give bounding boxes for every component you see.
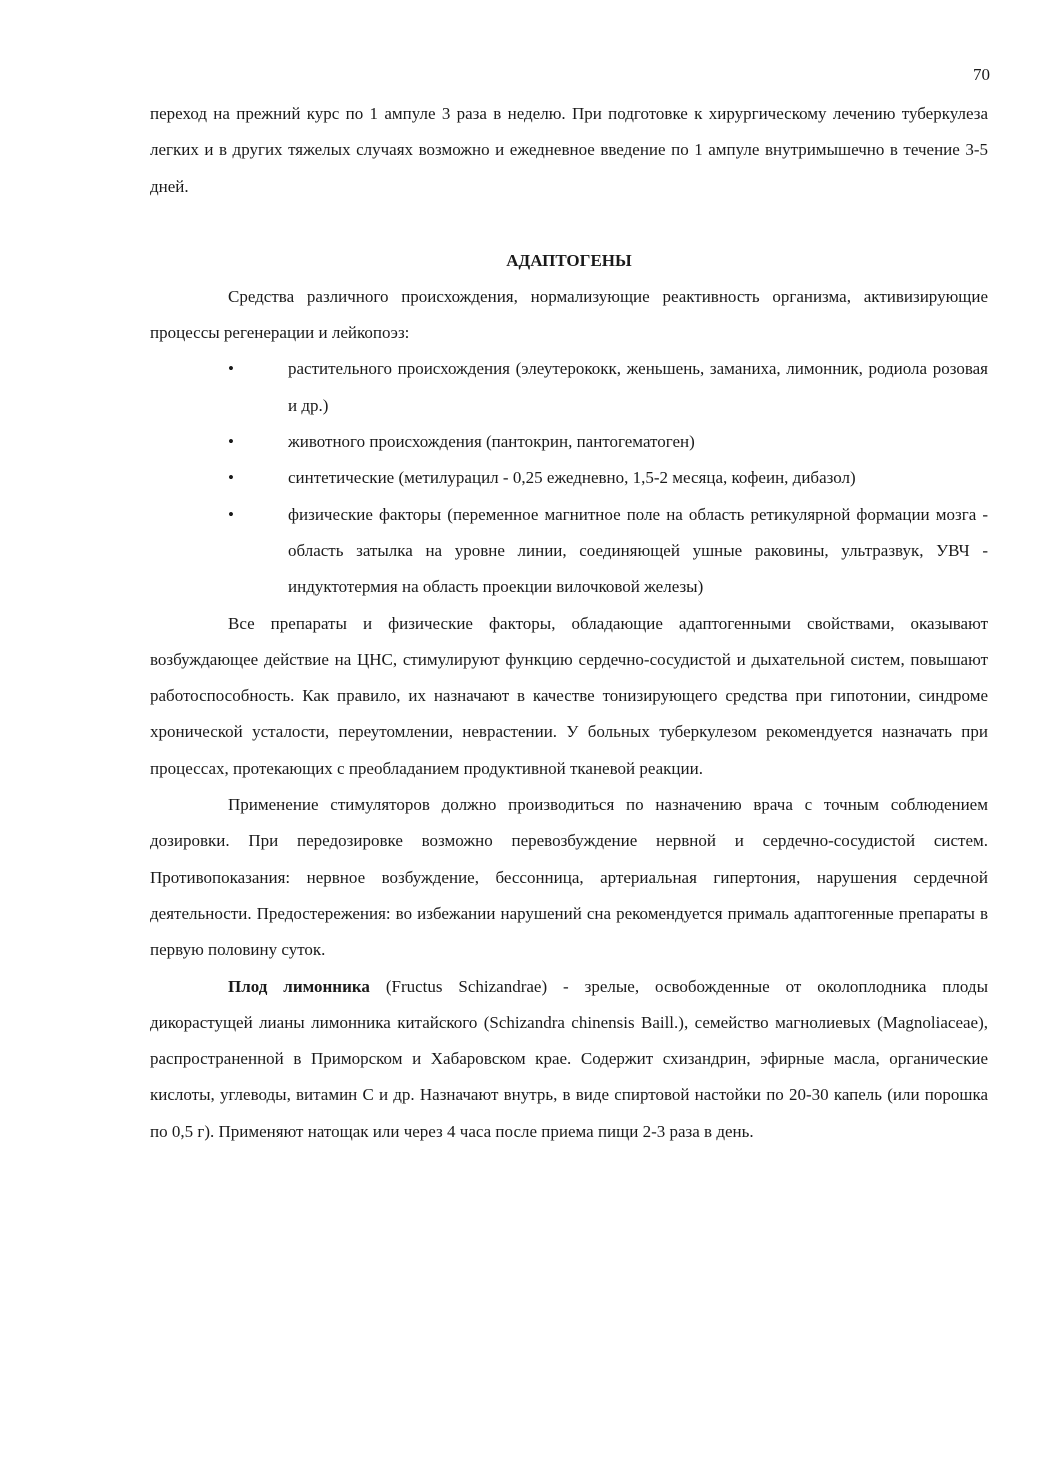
list-item <box>150 424 988 460</box>
list-item <box>150 351 988 424</box>
intro-paragraph: Средства различного происхождения, нормализующие реактивность организма, активизирующие процессы регенерации и лейкопоэз: <box>150 286 988 343</box>
list-item-text: физические факторы (переменное магнитное поле на область ретикулярной формации мозга - область затылка на уровне линии, соединяющей ушные раковины, ультразвук, УВЧ - индуктотермия на область проекции вилочковой железы) <box>288 504 988 597</box>
bullet-icon: • <box>228 432 234 452</box>
page-number: 70 <box>973 65 990 84</box>
continuation-paragraph: переход на прежний курс по 1 ампуле 3 раза в неделю. При подготовке к хирургическому лечению туберкулеза легких и в других тяжелых случаях возможно и ежедневное введение по 1 ампуле внутримышечно в течение 3-5 дней. <box>150 104 988 196</box>
schizandra-paragraph <box>150 969 988 1150</box>
bullet-icon: • <box>228 359 234 379</box>
properties-paragraph: Все препараты и физические факторы, обладающие адаптогенными свойствами, оказывают возбуждающее действие на ЦНС, стимулируют функцию сердечно-сосудистой и дыхательной систем, повышают работоспособность. Как правило, их назначают в качестве тонизирующего средства при гипотонии, синдроме хронической усталости, переутомлении, неврастении. У больных туберкулезом рекомендуется назначать при процессах, протекающих с преобладанием продуктивной тканевой реакции. <box>150 613 988 778</box>
bullet-icon: • <box>228 504 234 524</box>
list-item-text: растительного происхождения (элеутерококк, женьшень, заманиха, лимонник, родиола розовая и др.) <box>288 359 988 415</box>
list-item-text: синтетические (метилурацил - 0,25 ежедневно, 1,5-2 месяца, кофеин, дибазол) <box>288 468 856 488</box>
document-body <box>150 96 988 1150</box>
list-item <box>150 497 988 606</box>
bullet-icon: • <box>228 468 234 488</box>
list-item-text: животного происхождения (пантокрин, пантогематоген) <box>288 432 695 452</box>
adaptogen-list <box>150 351 988 605</box>
list-item <box>150 460 988 496</box>
term-schizandra: Плод лимонника <box>228 976 370 996</box>
schizandra-description: (Fructus Schizandrae) - зрелые, освобожденные от околоплодника плоды дикорастущей лианы лимонника китайского (Schizandra chinensis Baill.), семейство магнолиевых (Magnoliaceae), распространенной в Приморском и Хабаровском крае. Содержит схизандрин, эфирные масла, органические кислоты, углеводы, витамин С и др. Назначают внутрь, в виде спиртовой настойки по 20-30 капель (или порошка по 0,5 г). Применяют натощак или через 4 часа после приема пищи 2-3 раза в день. <box>150 976 988 1141</box>
section-heading: АДАПТОГЕНЫ <box>506 250 632 270</box>
usage-paragraph: Применение стимуляторов должно производиться по назначению врача с точным соблюдением дозировки. При передозировке возможно перевозбуждение нервной и сердечно-сосудистой систем. Противопоказания: нервное возбуждение, бессонница, артериальная гипертония, нарушения сердечной деятельности. Предостережения: во избежании нарушений сна рекомендуется прималь адаптогенные препараты в первую половину суток. <box>150 795 988 960</box>
